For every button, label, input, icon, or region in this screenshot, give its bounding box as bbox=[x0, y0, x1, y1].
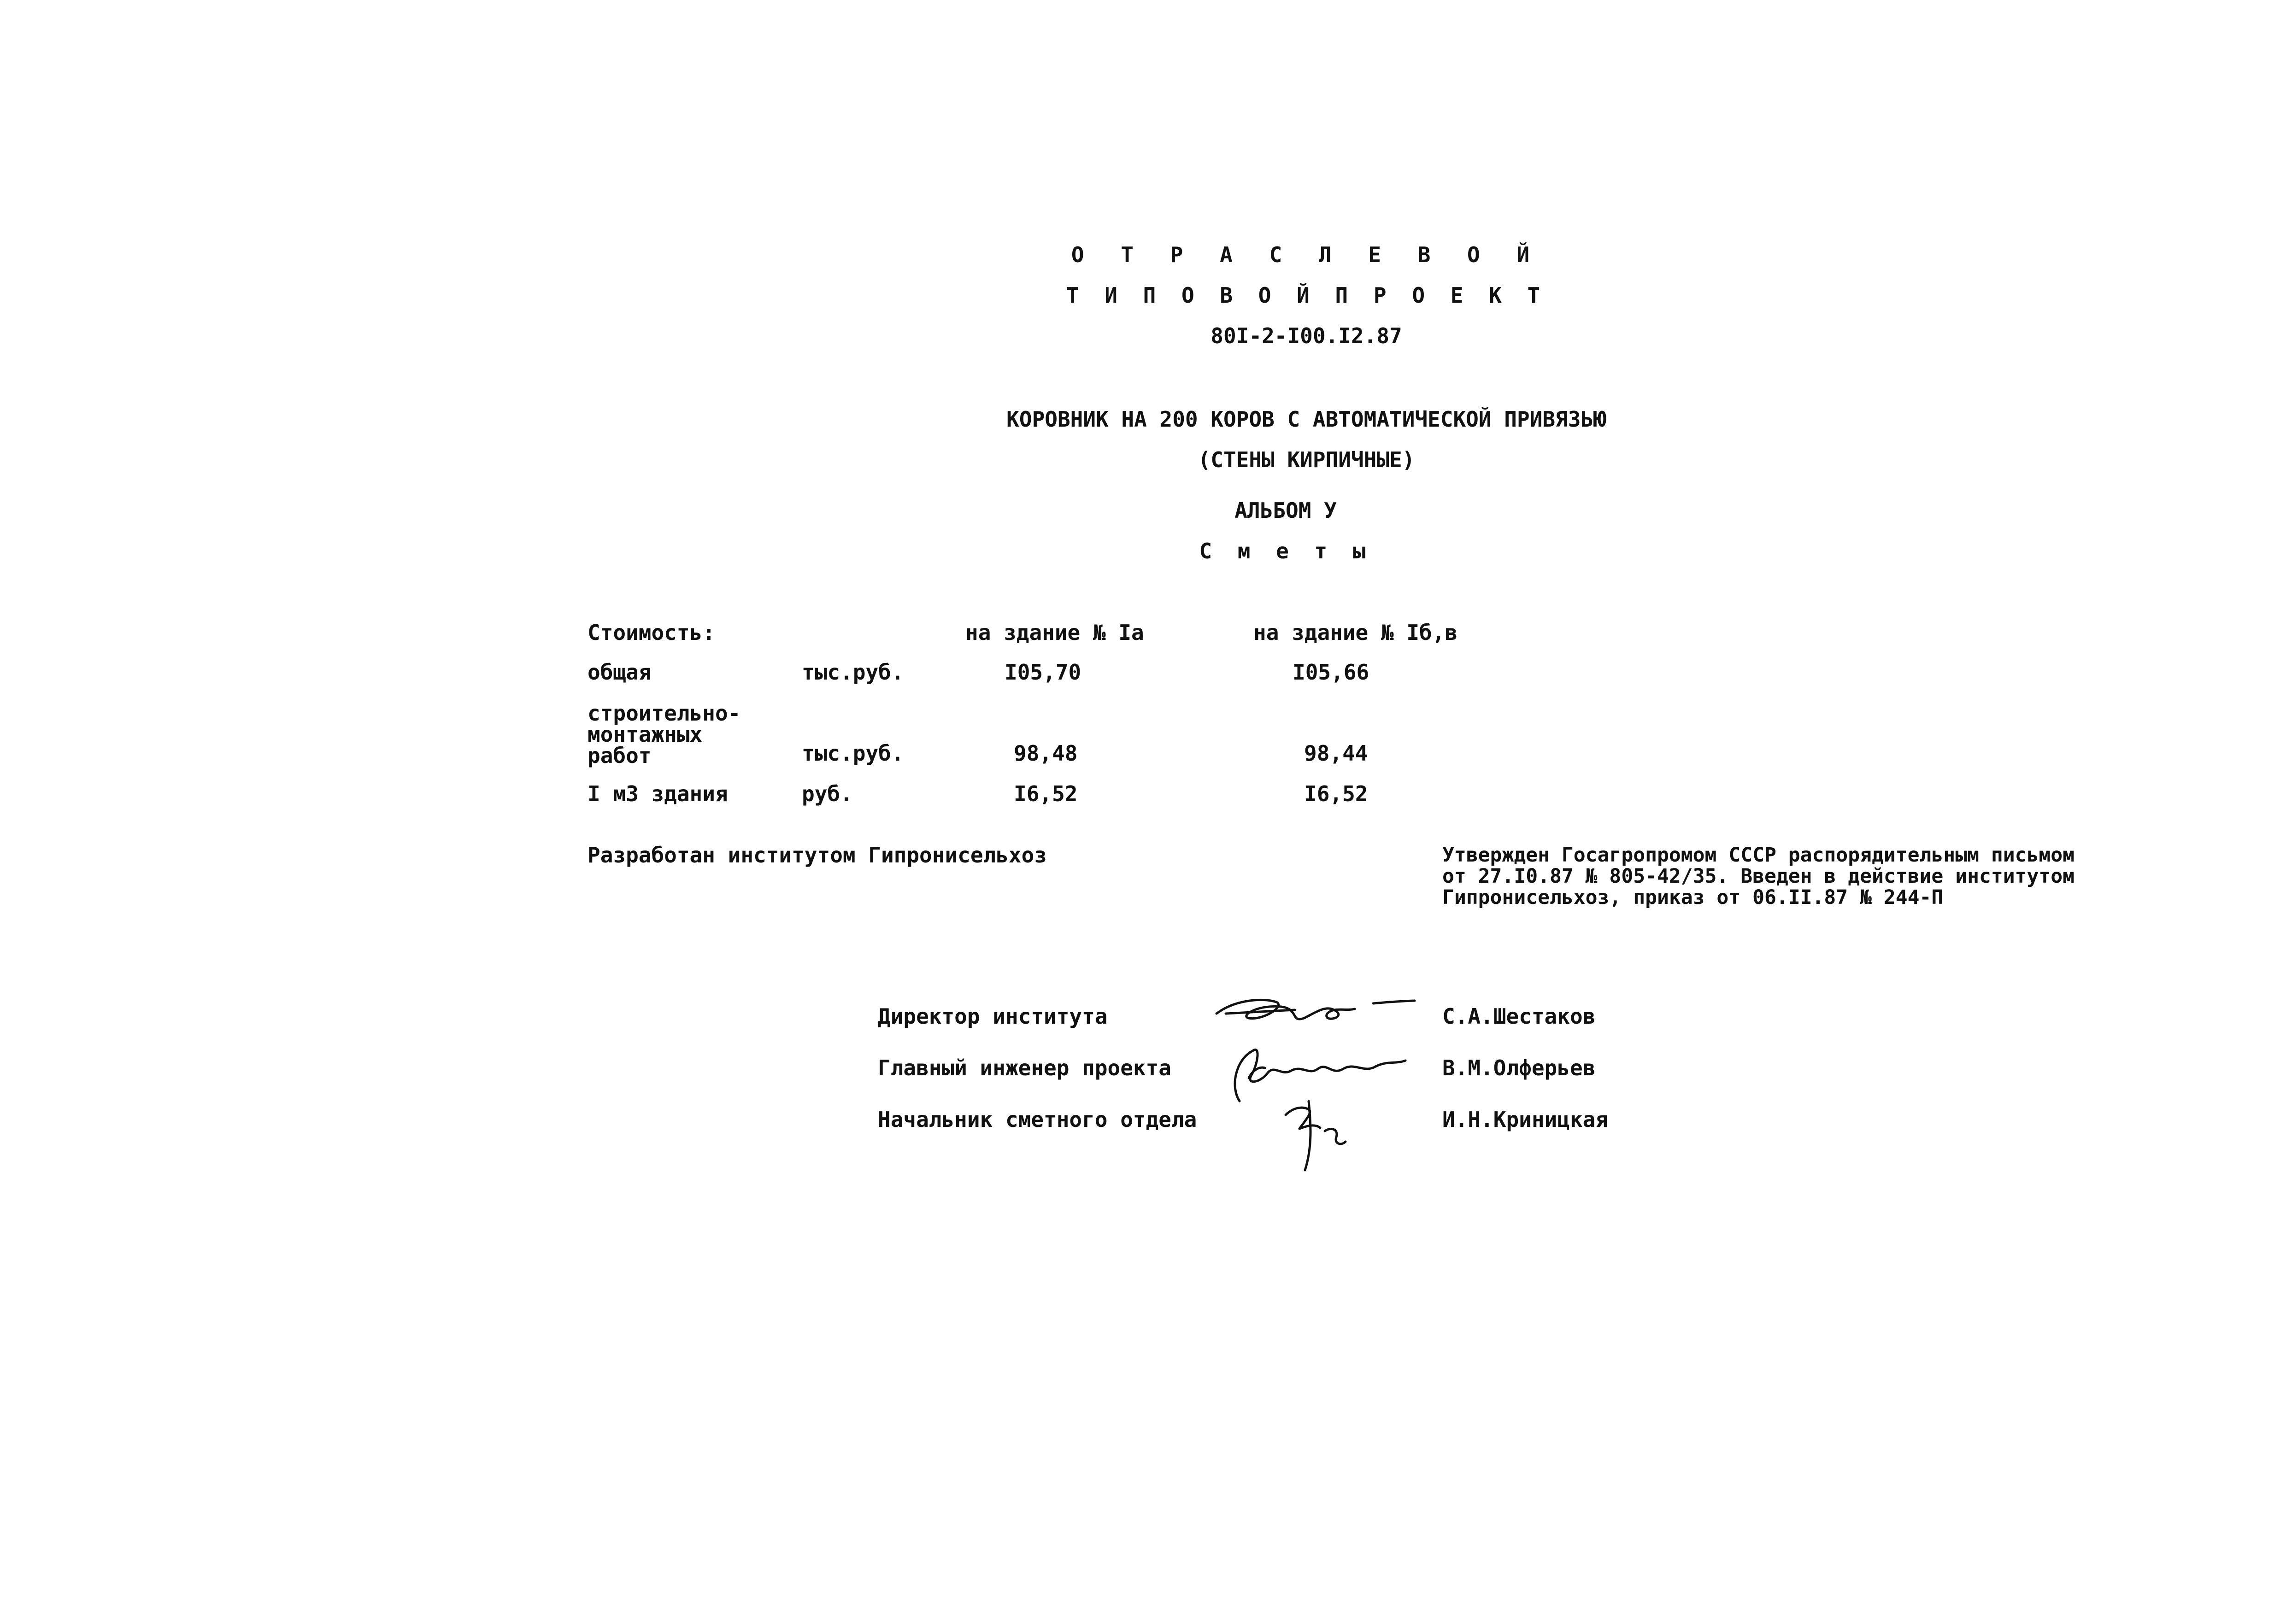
row-unit: тыс.руб. bbox=[802, 741, 904, 766]
row-value-b: I05,66 bbox=[1293, 660, 1369, 685]
estimate-head-signature-icon bbox=[1276, 1096, 1359, 1175]
row-name: I м3 здания bbox=[588, 781, 728, 806]
developed-by: Разработан институтом Гипронисельхоз bbox=[588, 843, 1047, 868]
header-line-2: Т И П О В О Й П Р О Е К Т bbox=[1066, 283, 1547, 308]
row-unit: руб. bbox=[802, 781, 853, 806]
row-value-b: 98,44 bbox=[1304, 741, 1368, 766]
document-title: КОРОВНИК НА 200 КОРОВ С АВТОМАТИЧЕСКОЙ ПРИВЯЗЬЮ bbox=[1006, 407, 1606, 432]
director-signature-icon bbox=[1207, 986, 1419, 1037]
signatory-role: Главный инженер проекта bbox=[878, 1055, 1171, 1080]
signatory-role: Начальник сметного отдела bbox=[878, 1107, 1197, 1132]
approval-note: Утвержден Госагропромом СССР распорядительным письмом от 27.I0.87 № 805-42/35. Введен в действие институтом Гипронисельхоз, приказ от 06.II.87 № 244-П bbox=[1442, 844, 2075, 909]
header-line-1: О Т Р А С Л Е В О Й bbox=[1071, 242, 1542, 267]
column-header-b: на здание № Iб,в bbox=[1253, 620, 1458, 645]
row-unit: тыс.руб. bbox=[802, 660, 904, 685]
document-subtitle: (СТЕНЫ КИРПИЧНЫЕ) bbox=[1198, 447, 1415, 472]
signatory-name: В.М.Олферьев bbox=[1442, 1055, 1596, 1080]
row-value-b: I6,52 bbox=[1304, 781, 1368, 806]
project-code: 80I-2-I00.I2.87 bbox=[1211, 323, 1402, 348]
album-label: АЛЬБОМ У bbox=[1234, 498, 1337, 523]
column-header-a: на здание № Iа bbox=[965, 620, 1144, 645]
row-name: общая bbox=[588, 660, 652, 685]
row-name: строительно- монтажных работ bbox=[588, 701, 741, 768]
row-value-a: I05,70 bbox=[1005, 660, 1081, 685]
signatory-role: Директор института bbox=[878, 1004, 1108, 1029]
row-value-a: 98,48 bbox=[1014, 741, 1078, 766]
row-value-a: I6,52 bbox=[1014, 781, 1078, 806]
signatory-name: И.Н.Криницкая bbox=[1442, 1107, 1609, 1132]
cost-label: Стоимость: bbox=[588, 620, 715, 645]
signatory-name: С.А.Шестаков bbox=[1442, 1004, 1596, 1029]
section-title: С м е т ы bbox=[1199, 539, 1372, 563]
